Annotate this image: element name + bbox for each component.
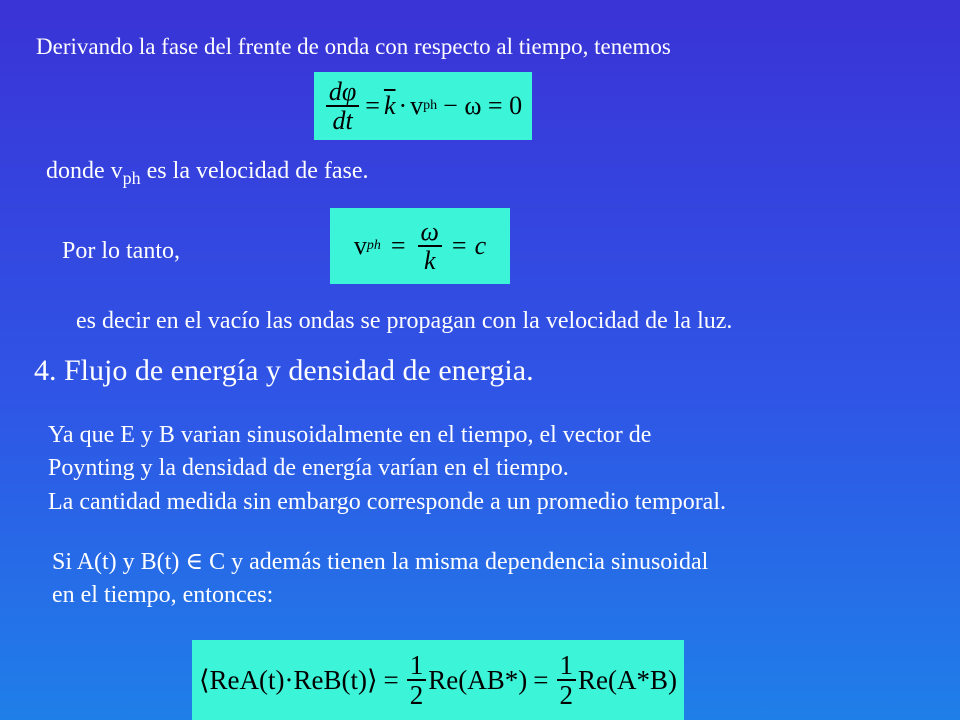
v-symbol: v bbox=[410, 91, 424, 120]
half-fraction-1 bbox=[407, 651, 427, 710]
phase-derivative-equation bbox=[314, 72, 532, 140]
k-vector: $\overline{k}$ bbox=[383, 91, 396, 120]
ph-subscript-2: ph bbox=[366, 238, 381, 253]
donde-post: es la velocidad de fase. bbox=[140, 158, 369, 184]
donde-line bbox=[46, 156, 369, 190]
v-symbol-2: v bbox=[353, 231, 367, 260]
donde-pre: donde v bbox=[46, 158, 123, 184]
equals-sign: = bbox=[365, 91, 380, 120]
two-2: 2 bbox=[559, 680, 573, 710]
dot-operator: · bbox=[398, 91, 408, 120]
dt-text: dt bbox=[332, 106, 353, 135]
donde-ph-subscript: ph bbox=[122, 168, 141, 188]
paragraph-1-line-1: Ya que E y B varian sinusoidalmente en el tiempo, el vector de bbox=[48, 422, 652, 448]
paragraph-2-line-2: en el tiempo, entonces: bbox=[52, 582, 274, 608]
minus-omega-zero: − ω = 0 bbox=[443, 91, 523, 120]
vacuum-line: es decir en el vacío las ondas se propagan con la velocidad de la luz. bbox=[76, 308, 733, 334]
equals-sign-2: = bbox=[390, 231, 406, 260]
omega-text: ω bbox=[420, 216, 439, 246]
half-fraction-2 bbox=[557, 651, 577, 710]
equals-sign-3: = bbox=[451, 231, 467, 260]
dphi-dt-fraction bbox=[326, 78, 359, 135]
time-average-equation bbox=[192, 640, 684, 720]
paragraph-1-line-2: Poynting y la densidad de energía varían en el tiempo. bbox=[48, 455, 569, 481]
lhs-average: ⟨ReA(t)·ReB(t)⟩ bbox=[199, 664, 378, 695]
re-aconj-b: Re(A*B) bbox=[578, 664, 677, 695]
equals-sign-4: = bbox=[383, 664, 399, 695]
por-lo-tanto: Por lo tanto, bbox=[62, 238, 180, 264]
re-ab-conj: Re(AB*) bbox=[428, 664, 528, 695]
one-1: 1 bbox=[407, 651, 427, 681]
two-1: 2 bbox=[409, 680, 424, 710]
equals-sign-5: = bbox=[533, 664, 549, 695]
c-text: c bbox=[474, 231, 487, 260]
k-text: k bbox=[423, 246, 436, 275]
phase-velocity-equation bbox=[330, 208, 510, 284]
omega-k-fraction bbox=[418, 218, 442, 275]
section-heading: 4. Flujo de energía y densidad de energia. bbox=[34, 354, 534, 387]
paragraph-1-line-3: La cantidad medida sin embargo corresponde a un promedio temporal. bbox=[48, 489, 726, 515]
ph-subscript: ph bbox=[423, 98, 438, 113]
intro-line: Derivando la fase del frente de onda con respecto al tiempo, tenemos bbox=[36, 34, 671, 59]
dphi-text: dφ bbox=[328, 76, 357, 106]
paragraph-2-line-1: Si A(t) y B(t) ∈ C y además tienen la misma dependencia sinusoidal bbox=[52, 549, 709, 575]
one-2: 1 bbox=[557, 651, 577, 681]
